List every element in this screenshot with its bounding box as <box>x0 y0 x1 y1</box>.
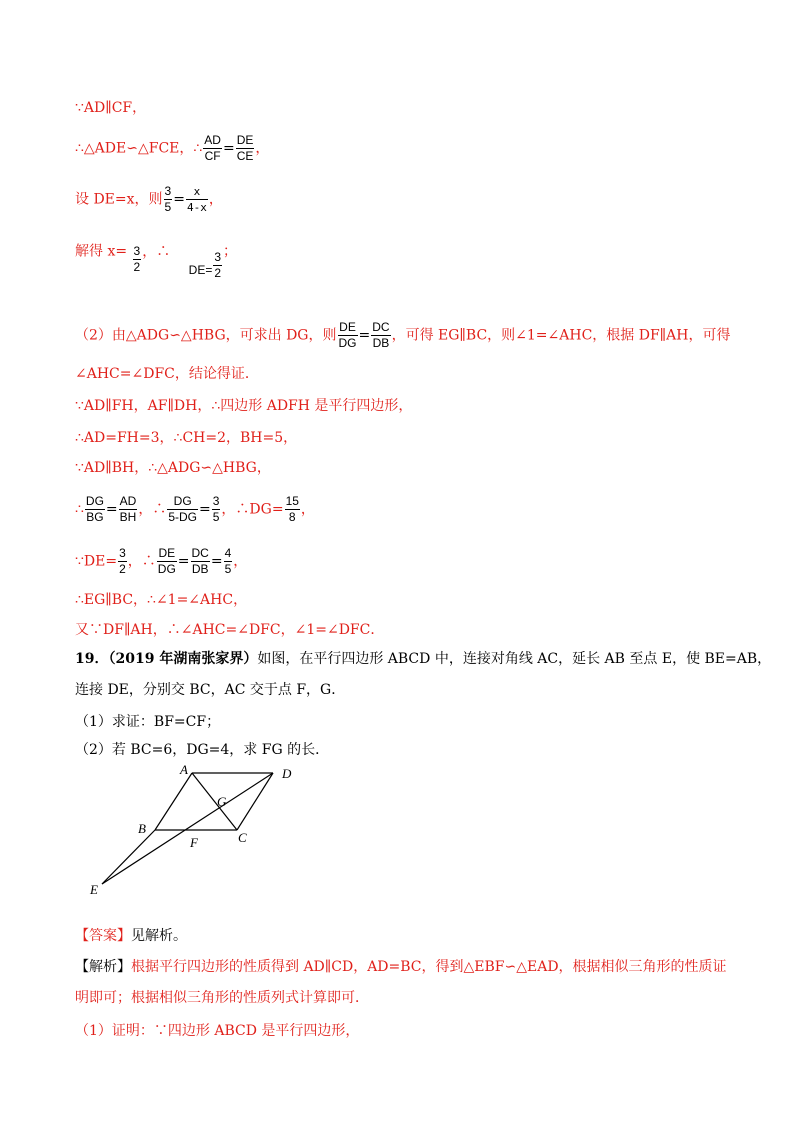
analysis-line-2: 明即可；根据相似三角形的性质列式计算即可． <box>75 990 369 1006</box>
fraction-15-8: $\frac{15}{8}$ <box>285 494 299 524</box>
solution-line-11: ∵DE= $\frac{3}{2}$ ，∴ $\frac{DE}{DG}$ = $\frac{DC}{DB}$ = $\frac{4}{5}$ ， <box>75 546 248 576</box>
solution-line-6: ∠AHC=∠DFC，结论得证． <box>75 366 259 382</box>
fraction-de-ce: $\frac{DE}{CE}$ <box>236 133 254 163</box>
problem-text: 如图，在平行四边形 ABCD 中，连接对角线 AC，延长 AB 至点 E，使 BE=AB， <box>257 651 772 667</box>
answer-tag: 【答案】 <box>75 928 131 944</box>
solution-line-1 <box>75 98 146 118</box>
fraction-de-dg-b: $\frac{DE}{DG}$ <box>157 546 176 576</box>
analysis-tag: 【解析】 <box>75 959 131 975</box>
de-label: DE= <box>188 262 213 277</box>
solution-line-7: ∵AD∥FH，AF∥DH，∴四边形 ADFH 是平行四边形， <box>75 398 413 414</box>
label-g: G <box>217 794 227 809</box>
segment-ba <box>155 773 192 830</box>
fraction-dc-db-b: $\frac{DC}{DB}$ <box>191 546 209 576</box>
fraction-3-2: $\frac{3}{2}$ <box>133 244 141 274</box>
solution-line-4: 解得 x= $\frac{3}{2}$ ，∴ DE= $\frac{3}{2}$ ； <box>75 243 238 280</box>
segment-dc <box>237 773 273 830</box>
fraction-3-5: $\frac{3}{5}$ <box>164 184 172 214</box>
fraction-ad-bh: $\frac{AD}{BH}$ <box>119 494 137 524</box>
fraction-de-dg: $\frac{DE}{DG}$ <box>338 320 357 350</box>
solution-text: ∴△ADE∽△FCE，∴ <box>75 140 203 157</box>
solution-text: （2）由△ADG∽△HBG，可求出 DG，则 <box>75 327 337 344</box>
problem-19-question-1: （1）求证：BF=CF； <box>75 714 221 730</box>
solution-line-13: 又∵DF∥AH，∴∠AHC=∠DFC，∠1=∠DFC． <box>75 622 385 638</box>
segment-ed <box>102 773 273 884</box>
solution-line-10: ∴ $\frac{DG}{BG}$ = $\frac{AD}{BH}$ ，∴ $\frac{DG}{5-DG}$ = $\frac{3}{5}$ ，∴DG= $\frac{15}{8}$ ， <box>75 494 315 524</box>
analysis-line-1 <box>75 957 727 977</box>
segment-be <box>102 830 155 884</box>
fraction-dc-db: $\frac{DC}{DB}$ <box>372 320 390 350</box>
fraction-4-5: $\frac{4}{5}$ <box>224 546 232 576</box>
solution-text: 设 DE=x，则 <box>75 191 163 208</box>
solution-line-9: ∵AD∥BH，∴△ADG∽△HBG， <box>75 460 271 476</box>
problem-19-header <box>75 649 771 669</box>
problem-19-line-2: 连接 DE，分别交 BC，AC 交于点 F，G． <box>75 682 346 698</box>
problem-source: （2019 年湖南张家界） <box>108 651 258 667</box>
label-b: B <box>138 821 146 836</box>
fraction-ad-cf: $\frac{AD}{CF}$ <box>204 133 221 163</box>
problem-number: 19． <box>75 651 109 667</box>
solution-line-8: ∴AD=FH=3，∴CH=2，BH=5， <box>75 430 298 446</box>
fraction-x-4minusx: $\frac{x}{4-x}$ <box>186 185 207 214</box>
answer-text: 见解析。 <box>131 928 187 944</box>
equals-sign: = <box>222 140 235 157</box>
label-e: E <box>90 882 98 897</box>
answer-line <box>75 926 187 946</box>
fraction-3-5-b: $\frac{3}{5}$ <box>212 494 220 524</box>
fraction-3-2-b: $\frac{3}{2}$ <box>214 250 222 280</box>
solution-line-12: ∴EG∥BC，∴∠1=∠AHC， <box>75 592 248 608</box>
solution-text: 解得 x= <box>75 243 128 260</box>
solution-line-2: ∴△ADE∽△FCE，∴ $\frac{AD}{CF}$ = $\frac{DE}{CE}$ ， <box>75 133 270 163</box>
solution-line-3: 设 DE=x，则 $\frac{3}{5}$ = $\frac{x}{4-x}$ ， <box>75 184 223 214</box>
solution-text: ∵AD∥CF， <box>75 100 147 116</box>
fraction-dg-5minusdg: $\frac{DG}{5-DG}$ <box>168 494 197 524</box>
fraction-3-2-c: $\frac{3}{2}$ <box>119 546 126 576</box>
label-f: F <box>190 835 198 850</box>
label-d: D <box>282 766 292 781</box>
label-c: C <box>238 830 247 845</box>
proof-line-1: （1）证明：∵四边形 ABCD 是平行四边形， <box>75 1023 360 1039</box>
label-a: A <box>180 762 188 777</box>
problem-19-question-2: （2）若 BC=6，DG=4，求 FG 的长． <box>75 742 330 758</box>
fraction-dg-bg: $\frac{DG}{BG}$ <box>85 494 104 524</box>
solution-line-5: （2）由△ADG∽△HBG，可求出 DG，则 $\frac{DE}{DG}$ = $\frac{DC}{DB}$ ，可得 EG∥BC，则∠1=∠AHC，根据 DF∥AH，可得 <box>75 320 731 350</box>
parallelogram-figure <box>80 760 320 900</box>
analysis-text: 根据平行四边形的性质得到 AD∥CD，AD=BC，得到△EBF∽△EAD，根据相似三角形的性质证 <box>131 959 727 975</box>
